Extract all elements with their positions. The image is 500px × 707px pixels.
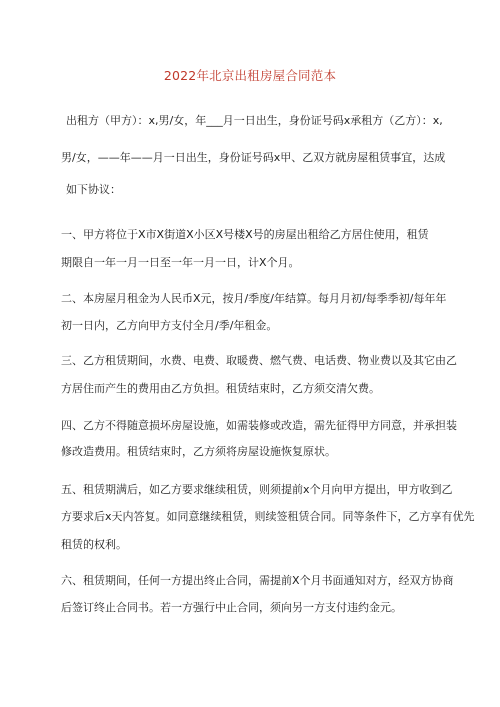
clause-5-line-1: 五、租赁期满后，如乙方要求继续租赁，则须提前x个月向甲方提出，甲方收到乙 (61, 483, 453, 496)
clause-6-line-1: 六、租赁期间，任何一方提出终止合同，需提前X个月书面通知对方，经双方协商 (61, 574, 454, 587)
clause-5-line-2: 方要求后x天内答复。如同意继续租赁，则续签租赁合同。同等条件下，乙方享有优先 (61, 510, 475, 523)
clause-5-line-3: 租赁的权利。 (61, 538, 127, 551)
party-a-line: 出租方（甲方）：x,男/女，年___月一日出生，身份证号码x承租方（乙方）：x, (66, 114, 443, 127)
clause-6-line-2: 后签订终止合同书。若一方强行中止合同，须向另一方支付违约金元。 (61, 601, 402, 614)
clause-1-line-1: 一、甲方将位于X市X街道X小区X号楼X号的房屋出租给乙方居住使用，租赁 (61, 228, 429, 241)
clause-3-line-1: 三、乙方租赁期间，水费、电费、取暖费、燃气费、电话费、物业费以及其它由乙 (61, 354, 457, 367)
clause-2-line-2: 初一日内，乙方向甲方支付全月/季/年租金。 (61, 319, 278, 332)
clause-4-line-1: 四、乙方不得随意损坏房屋设施，如需装修或改造，需先征得甲方同意，并承担装 (61, 419, 457, 432)
clause-1-line-2: 期限自一年一月一日至一年一月一日，计X个月。 (61, 256, 300, 269)
clause-2-line-1: 二、本房屋月租金为人民币X元，按月/季度/年结算。每月月初/每季季初/每年年 (61, 292, 447, 305)
party-b-line: 男/女，——年——月一日出生，身份证号码x甲、乙双方就房屋租赁事宜，达成 (61, 151, 446, 164)
clause-4-line-2: 修改造费用。租赁结束时，乙方须将房屋设施恢复原状。 (61, 445, 336, 458)
clause-3-line-2: 方居住而产生的费用由乙方负担。租赁结束时，乙方须交清欠费。 (61, 382, 380, 395)
agreement-intro-line: 如下协议： (66, 183, 121, 196)
document-title: 2022年北京出租房屋合同范本 (163, 68, 337, 83)
